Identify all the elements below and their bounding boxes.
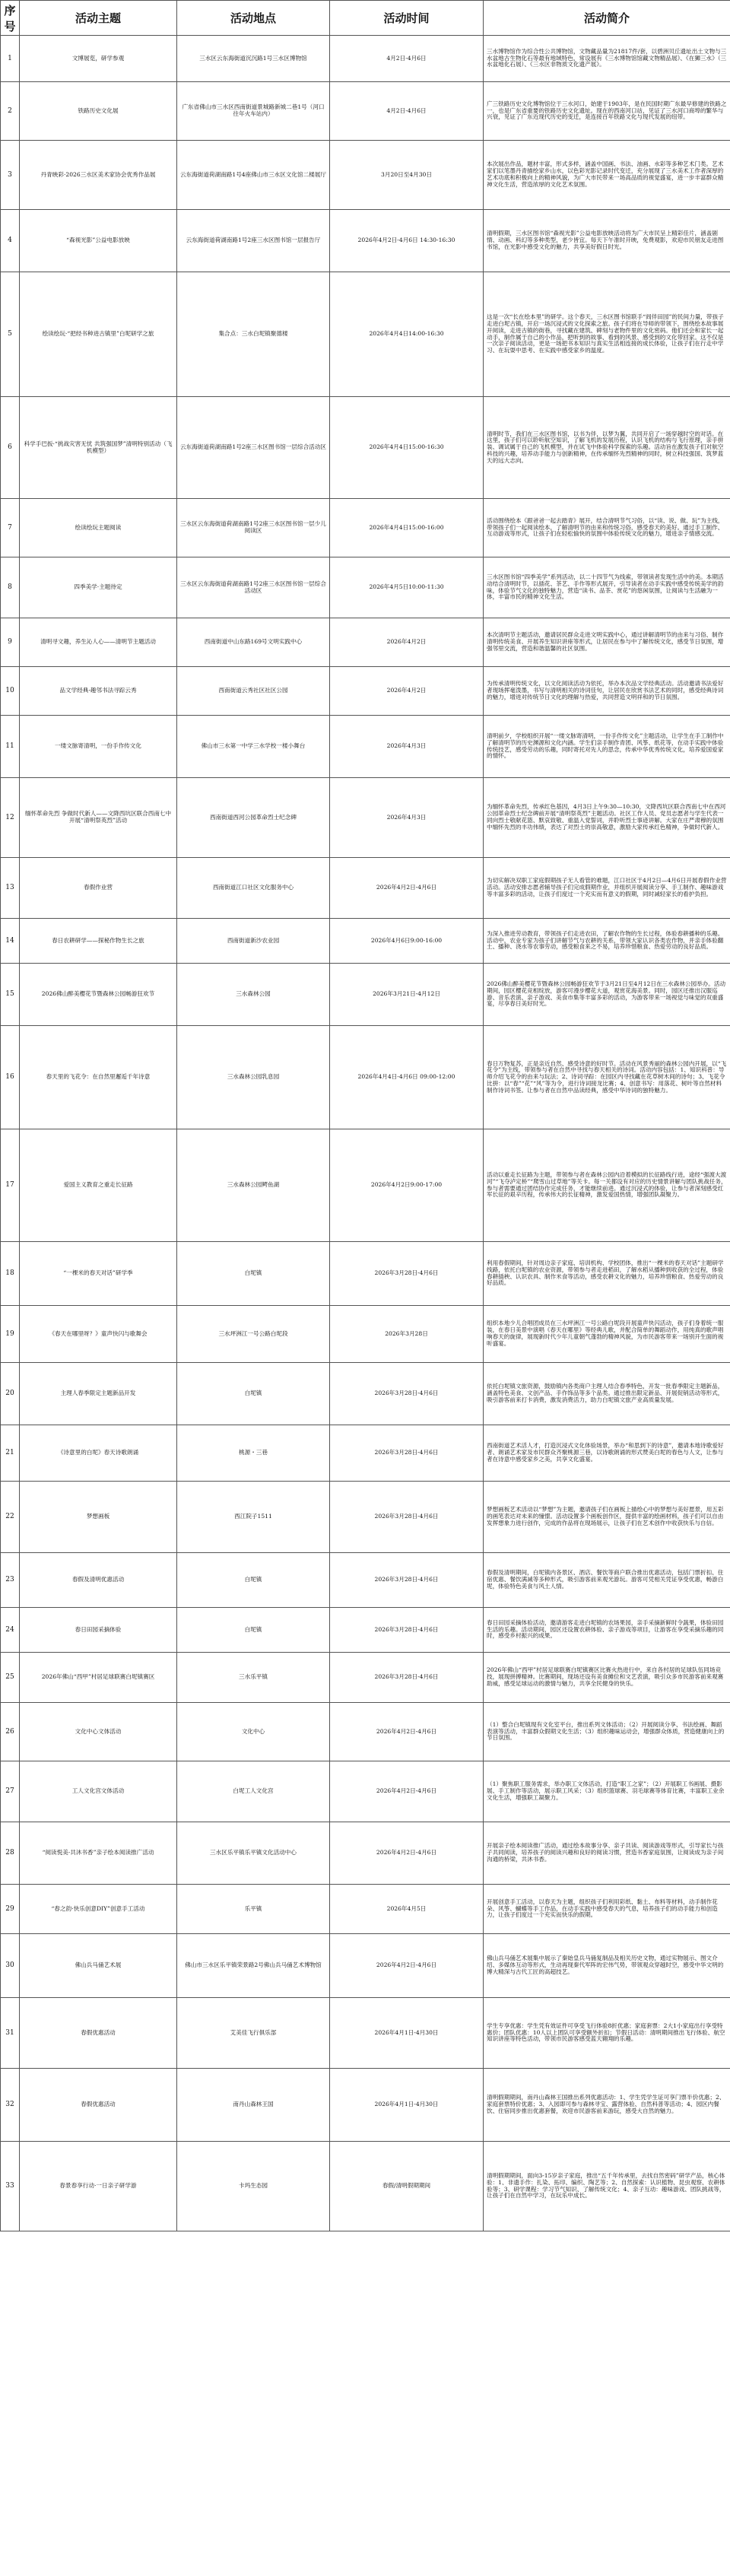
cell-location: 白坭镇 [177, 1363, 330, 1425]
cell-intro: 活动围绕绘本《跟爸爸一起去踏青》展开，结合清明节气习俗，以“读、说、做、玩”为主线，带领孩子们一起阅读绘本，了解清明节的由来和传统习俗，感受春天的美好。通过手工制作、互动游戏等形式，让孩子们在轻松愉快的氛围中体验传统文化的魅力，增进亲子情感交流。 [484, 499, 730, 557]
cell-theme: 四季美学·主题待定 [20, 557, 177, 618]
cell-index: 1 [1, 36, 20, 82]
cell-index: 11 [1, 716, 20, 778]
cell-theme: 春假作业营 [20, 858, 177, 919]
cell-location: 三水乐平镇 [177, 1653, 330, 1703]
cell-time: 2026年4月2日-4月6日 [330, 1761, 484, 1822]
table-row [1, 919, 730, 964]
cell-location: 三水区云东海街道荷湖南路1号2座三水区图书馆一层综合活动区 [177, 557, 330, 618]
cell-time: 2026年3月28日 [330, 1306, 484, 1363]
cell-time: 2026年4月5日10:00-11:30 [330, 557, 484, 618]
cell-theme: 清明寻文趣，养生沁人心——清明节主题活动 [20, 618, 177, 667]
cell-time: 2026年4月3日 [330, 716, 484, 778]
cell-intro: 学生专享优惠：学生凭有效证件可享受飞行体验8折优惠；家庭套票：2大1小家庭出行享受特惠价；团队优惠：10人以上团队可享受额外折扣；节假日活动：清明期间推出飞行体验、航空知识讲座等特色活动，带领市民游客感受蓝天翱翔的乐趣。 [484, 1998, 730, 2069]
cell-time: 2026年4月2日-4月6日 [330, 858, 484, 919]
cell-index: 18 [1, 1242, 20, 1306]
header-location: 活动地点 [177, 1, 330, 36]
cell-location: 佛山市三水第一中学三水学校一楼小舞台 [177, 716, 330, 778]
cell-location: 桃源・三巷 [177, 1425, 330, 1482]
cell-theme: 主理人春季限定主题新品开发 [20, 1363, 177, 1425]
cell-theme: 爱国主义教育之重走长征路 [20, 1129, 177, 1242]
cell-location: 三水区乐平镇乐平镇文化活动中心 [177, 1822, 330, 1885]
cell-index: 6 [1, 397, 20, 499]
cell-intro: 西南街道艺术活人才，打造沉浸式文化体验场景，举办“和思到下的诗意”，邀请本地诗歌爱好者、朗诵艺术家及市民群众齐聚桃源三巷，以诗歌朗诵的形式赞美白坭的春色与人文，让参与者在诗意中感受家乡之美，共享文化盛宴。 [484, 1425, 730, 1482]
cell-intro: 三水博物馆作为综合性公共博物馆，文物藏品量为21817件/套，以碧洲贝丘遗址出土文物与三水盆地古生物化石等最有地域特色，常设展有《三水博物馆馆藏文物精品展》、《在狮三水》（三水盆地化石展）、《三水区非物质文化遗产展》。 [484, 36, 730, 82]
cell-intro: （1）整合白坭镇现有文化室平台，推出系列文体活动；（2）开展阅读分享、书法绘画、舞蹈表演等活动，丰富群众假期文化生活；（3）组织趣味运动会，增强群众体质，营造健康向上的节日氛围。 [484, 1703, 730, 1761]
cell-index: 15 [1, 964, 20, 1026]
table-row [1, 778, 730, 858]
table-row [1, 1129, 730, 1242]
table-row [1, 1482, 730, 1553]
cell-intro: 春假及清明期间，白坭镇内各景区、酒店、餐饮等商户联合推出优惠活动，包括门票折扣、住宿优惠、餐饮满减等多种形式，吸引游客前来观光游玩。游客可凭相关凭证享受优惠，畅游白坭，体验特色美食与风土人情。 [484, 1553, 730, 1608]
table-row [1, 1363, 730, 1425]
cell-intro: 依托白坭镇文旅资源，鼓励镇内各类商户主理人结合春季特色，开发一批春季限定主题新品，涵盖特色美食、文创产品、手作饰品等多个品类。通过推出限定新品、开展促销活动等形式，吸引游客前来打卡消费，激发消费活力，助力白坭镇文旅产业高质量发展。 [484, 1363, 730, 1425]
cell-index: 31 [1, 1998, 20, 2069]
cell-intro: 春日万物复苏，正是亲近自然、感受诗意的好时节。活动在风景秀丽的森林公园内开展，以“飞花令”为主线，带领参与者在自然中寻找与春天相关的诗词。活动内容包括：1、知识科普：导师介绍飞花令的由来与玩法；2、诗词寻踪：在园区内寻找藏在花草树木间的诗句；3、飞花令比拼：以“春”“花”“风”等为令，进行诗词接龙比赛；4、创意书写：用落花、树叶等自然材料制作诗词书签。让参与者在自然中品读经典，感受中华诗词的独特魅力。 [484, 1026, 730, 1129]
cell-index: 22 [1, 1482, 20, 1553]
cell-time: 2026年4月4日15:00-16:00 [330, 499, 484, 557]
cell-theme: 春假优惠活动 [20, 2069, 177, 2142]
cell-time: 2026年4月4日-4月6日 09:00-12:00 [330, 1026, 484, 1129]
cell-index: 2 [1, 82, 20, 141]
cell-intro: 这是一次“长在绘本里”的研学。这个春天，三水区图书馆联手“闾伴田园”的民间力量，带孩子走进白坭古镇，开启一场沉浸式的文化探索之旅。孩子们将在导师的带领下，围绕绘本故事展开阅读，走进古镇的街巷，寻找藏在建筑、碑刻与老物件里的文化密码。他们还会和家长一起动手，制作属于自己的小作品，把听到的故事、看到的风景、感受到的文化带回家。这不仅是一次亲子阅读活动，更是一场把书本知识与真实生活相连接的成长体验，让孩子们在行走中学习、在玩耍中思考、在实践中感受家乡的温度。 [484, 272, 730, 397]
cell-intro: 活动以重走长征路为主题，带领参与者在森林公园内沿着模拟的长征路线行进，途经“强渡大渡河”“飞夺泸定桥”“爬雪山过草地”等关卡。每一关都设有对应的历史情景讲解与团队挑战任务，参与者需要通过团结协作完成任务，才能继续前进。通过沉浸式的体验，让参与者深刻感受红军长征的艰辛历程，传承伟大的长征精神，激发爱国热情，增强团队凝聚力。 [484, 1129, 730, 1242]
cell-time: 2026年4月4日14:00-16:30 [330, 272, 484, 397]
cell-intro: 佛山兵马俑艺术展集中展示了秦始皇兵马俑复制品及相关历史文物，通过实物展示、图文介绍、多媒体互动等形式，生动再现秦代军阵的宏伟气势，带领观众穿越时空，感受中华文明的博大精深与古代工匠的高超技艺。 [484, 1934, 730, 1998]
cell-index: 25 [1, 1653, 20, 1703]
cell-theme: 春假优惠活动 [20, 1998, 177, 2069]
cell-index: 24 [1, 1608, 20, 1653]
table-row [1, 858, 730, 919]
cell-index: 32 [1, 2069, 20, 2142]
cell-index: 19 [1, 1306, 20, 1363]
table-row [1, 1026, 730, 1129]
cell-location: 佛山市三水区乐平镇荣景路2号佛山兵马俑艺术博物馆 [177, 1934, 330, 1998]
cell-theme: 春日农耕研学——探秘作物生长之旅 [20, 919, 177, 964]
cell-time: 2026年4月2日-4月6日 [330, 1934, 484, 1998]
cell-time: 2026年4月2日9:00-17:00 [330, 1129, 484, 1242]
cell-intro: 利用春假期间，针对周边亲子家庭、培训机构、学校团体，推出“一棵米的春天对话”主题研学线路，依托白坭镇的农业资源，带领参与者走进稻田，了解水稻从播种到收获的全过程，体验春耕插秧、认识农具、制作米食等活动，感受农耕文化的魅力，培养珍惜粮食、热爱劳动的良好品质。 [484, 1242, 730, 1306]
cell-intro: 为传承清明传统文化，以文化阅读活动为依托，举办本次品文学经典活动。活动邀请书法爱好者现场挥毫泼墨，书写与清明相关的诗词佳句，让居民在欣赏书法艺术的同时，感受经典诗词的魅力，增进对传统节日文化的理解与热爱，共同营造文明祥和的节日氛围。 [484, 667, 730, 716]
table-row [1, 1653, 730, 1703]
table-row [1, 2069, 730, 2142]
cell-intro: 为深入推进劳动教育，带领孩子们走进农田，了解农作物的生长过程，体验春耕播种的乐趣。活动中，农业专家为孩子们讲解节气与农耕的关系，带领大家认识各类农作物，并亲手体验翻土、播种、浇水等农事劳动，感受粮食来之不易，培养珍惜粮食、热爱劳动的良好品质。 [484, 919, 730, 964]
cell-theme: 《诗意里的白坭》春天诗歌朗诵 [20, 1425, 177, 1482]
cell-time: 2026年3月28日-4月6日 [330, 1363, 484, 1425]
table-row [1, 272, 730, 397]
cell-index: 26 [1, 1703, 20, 1761]
cell-intro: 组织本地少儿合唱团成员在三水坪洲江一号公路白坭段开展童声快闪活动，孩子们身着统一服装，在春日美景中演唱《春天在哪里》等经典儿歌，并配合简单的舞蹈动作，用纯真的歌声唱响春天的旋律，展现新时代少年儿童朝气蓬勃的精神风貌，为市民游客带来一场别开生面的视听盛宴。 [484, 1306, 730, 1363]
cell-index: 9 [1, 618, 20, 667]
cell-location: 三水区云东海街道沉沉路1号三水区博物馆 [177, 36, 330, 82]
cell-theme: 科学手巴扳·“挑战灾害无忧 共筑强国梦”清明特别活动（飞机模型） [20, 397, 177, 499]
cell-theme: 《春天在哪里呀？》童声快闪与歌舞会 [20, 1306, 177, 1363]
cell-time: 2026年4月2日 [330, 618, 484, 667]
cell-index: 12 [1, 778, 20, 858]
cell-index: 28 [1, 1822, 20, 1885]
cell-time: 2026年4月1日-4月30日 [330, 2069, 484, 2142]
cell-index: 13 [1, 858, 20, 919]
cell-location: 云东海街道荷湖南路1号2座三水区图书馆一层综合活动区 [177, 397, 330, 499]
cell-index: 27 [1, 1761, 20, 1822]
cell-location: 集合点：三水白坭镇聚德楼 [177, 272, 330, 397]
cell-index: 29 [1, 1885, 20, 1934]
cell-index: 20 [1, 1363, 20, 1425]
cell-intro: 开展亲子绘本阅读推广活动，通过绘本故事分享、亲子共读、阅读游戏等形式，引导家长与孩子共同阅读，培养孩子的阅读兴趣和良好的阅读习惯，营造书香家庭氛围，让阅读成为亲子间沟通的桥梁，共沐书香。 [484, 1822, 730, 1885]
cell-index: 10 [1, 667, 20, 716]
cell-time: 2026年3月28日-4月6日 [330, 1242, 484, 1306]
cell-theme: “阅读悦美·共沐书香”亲子绘本阅读推广活动 [20, 1822, 177, 1885]
cell-theme: 一缕文脉寄清明，一份手作传文化 [20, 716, 177, 778]
cell-theme: 铁路历史文化展 [20, 82, 177, 141]
cell-intro: 本次清明节主题活动，邀请居民群众走进文明实践中心，通过讲解清明节的由来与习俗、制作清明传统美食、开展养生知识讲座等形式，让居民在参与中了解传统文化，感受节日氛围，增强邻里交流，营造和谐温馨的社区氛围。 [484, 618, 730, 667]
cell-time: 2026年4月3日 [330, 778, 484, 858]
cell-time: 2026年4月2日-4月6日 14:30-16:30 [330, 210, 484, 272]
cell-location: 乐平镇 [177, 1885, 330, 1934]
cell-theme: 品文学经典·趣邻书法寻踪云秀 [20, 667, 177, 716]
cell-index: 7 [1, 499, 20, 557]
cell-time: 2026年3月28日-4月6日 [330, 1653, 484, 1703]
table-row [1, 716, 730, 778]
table-row [1, 1242, 730, 1306]
cell-intro: 为切实解决双职工家庭假期孩子无人看管的难题，江口社区于4月2日—4月6日开展春假作业营活动。活动安排志愿者辅导孩子们完成假期作业，并组织开展阅读分享、手工制作、趣味游戏等丰富多彩的活动，让孩子们度过一个充实而有意义的假期，同时减轻家长的看护负担。 [484, 858, 730, 919]
table-row [1, 1998, 730, 2069]
cell-location: 白坭工人文化宫 [177, 1761, 330, 1822]
table-row [1, 1553, 730, 1608]
table-row [1, 397, 730, 499]
cell-intro: 清明假期，三水区图书馆“森视光影”公益电影放映活动将为广大市民呈上精彩佳片，涵盖剧情、动画、科幻等多种类型，老少皆宜。每天下午准时开映，免费观影，欢迎市民朋友走进图书馆，在光影中感受文化的魅力，共享美好假日时光。 [484, 210, 730, 272]
table-row [1, 1761, 730, 1822]
cell-theme: 佛山兵马俑艺术展 [20, 1934, 177, 1998]
header-index: 序号 [1, 1, 20, 36]
cell-location: 白坭镇 [177, 1242, 330, 1306]
cell-time: 3月20日至4月30日 [330, 141, 484, 210]
cell-intro: 清明时节，我们在三水区图书馆，以书为伴，以梦为翼，共同开启了一场穿越时空的对话。在这里，孩子们可以聆听航空知识，了解飞机的发展历程，认识飞机的结构与飞行原理，亲手拼装、调试属于自己的飞机模型，并在试飞中体验科学探索的乐趣。活动旨在激发孩子们对航空科技的兴趣，培养动手能力与创新精神，在传承缅怀先烈精神的同时，树立科技强国、筑梦蓝天的远大志向。 [484, 397, 730, 499]
cell-location: 西南街道云秀社区社区公园 [177, 667, 330, 716]
cell-time: 4月2日-4月6日 [330, 36, 484, 82]
cell-location: 西江院子1511 [177, 1482, 330, 1553]
table-row [1, 36, 730, 82]
table-row [1, 964, 730, 1026]
cell-theme: 春假及清明优惠活动 [20, 1553, 177, 1608]
cell-theme: 2026年佛山“西甲”村居足球联赛白坭镇赛区 [20, 1653, 177, 1703]
cell-location: 艾美佳飞行俱乐部 [177, 1998, 330, 2069]
cell-index: 17 [1, 1129, 20, 1242]
cell-intro: 为缅怀革命先烈，传承红色基因，4月3日上午9:30—10:30，文降西坑区联合西南七中在西河公园革命烈士纪念碑前开展“清明祭英烈”主题活动。社区工作人员、党员志愿者与学生代表一同向烈士敬献花篮、默哀致敬、重温入党誓词，并聆听烈士事迹讲解。大家在庄严肃穆的氛围中缅怀先烈的丰功伟绩，表达了对烈士的崇高敬意，激励大家传承红色精神，争做时代新人。 [484, 778, 730, 858]
cell-theme: 丹青映彩·2026三水区美术家协会优秀作品展 [20, 141, 177, 210]
cell-location: 南丹山森林王国 [177, 2069, 330, 2142]
cell-intro: 清明前夕，学校组织开展“一缕文脉寄清明，一份手作传文化”主题活动，让学生在手工制作中了解清明节的历史渊源和文化内涵。学生们亲手制作青团、风筝、纸花等，在动手实践中体验传统技艺，感受劳动的乐趣，同时寄托对先人的思念，传承中华优秀传统文化，培养爱国爱家的情怀。 [484, 716, 730, 778]
table-row [1, 1703, 730, 1761]
cell-location: 西南街道中山东路169号文明实践中心 [177, 618, 330, 667]
cell-intro: 清明假期期间，面向3-15岁亲子家庭，推出“五千年传承里，去找自然密码”研学产品，核心体验：1、非遗手作：扎染、拓印、编织、陶艺等；2、自然探索：认识植物、昆虫观察、农耕体验等；3、研学课程：学习节气知识、了解传统文化；4、亲子互动：趣味游戏、团队挑战等，让孩子们在自然中学习，在玩乐中成长。 [484, 2142, 730, 2231]
cell-theme: 缅怀革命先烈 争做时代新人——文降西坑区联合西南七中开展“清明祭英烈”活动 [20, 778, 177, 858]
cell-intro: 梦想画板艺术活动以“梦想”为主题，邀请孩子们在画板上描绘心中的梦想与美好愿景，用五彩的画笔表达对未来的憧憬。活动设置多个画板创作区，提供丰富的绘画材料，孩子们可以自由发挥想象力进行创作，完成的作品将在现场展示，让孩子们在艺术创作中收获快乐与自信。 [484, 1482, 730, 1553]
cell-intro: 春日田园采摘体验活动，邀请游客走进白坭镇的农场果园，亲手采摘新鲜时令蔬果，体验田园生活的乐趣。活动期间，园区还设置农耕体验、亲子游戏等项目，让游客在享受采摘乐趣的同时，感受乡村振兴的成果。 [484, 1608, 730, 1653]
cell-theme: 春景春享行动·一日亲子研学游 [20, 2142, 177, 2231]
cell-time: 2026年4月6日9:00-16:00 [330, 919, 484, 964]
cell-theme: 春天里的飞花令：在自然里邂逅千年诗意 [20, 1026, 177, 1129]
table-row [1, 141, 730, 210]
cell-theme: “一棵米的春天对话”研学季 [20, 1242, 177, 1306]
cell-theme: 绘读绘玩主题阅读 [20, 499, 177, 557]
cell-location: 广东省佛山市三水区西南街道景城路新城二巷1号（河口往年火车站内） [177, 82, 330, 141]
cell-time: 2026年4月2日-4月6日 [330, 1822, 484, 1885]
cell-index: 3 [1, 141, 20, 210]
cell-time: 2026年3月21日-4月12日 [330, 964, 484, 1026]
cell-time: 春假/清明假期期间 [330, 2142, 484, 2231]
cell-location: 白坭镇 [177, 1553, 330, 1608]
cell-intro: （1）聚焦职工服务需求，举办职工文体活动，打造“职工之家”；（2）开展职工书画展、摄影展、手工制作等活动，展示职工风采；（3）组织篮球赛、羽毛球赛等体育比赛，丰富职工业余文化生活，增强职工凝聚力。 [484, 1761, 730, 1822]
cell-index: 23 [1, 1553, 20, 1608]
cell-intro: 三水区图书馆“四季美学”系列活动，以二十四节气为线索，带领读者发现生活中的美。本期活动结合清明时节，以插花、茶艺、手作等形式展开，引导读者在动手实践中感受传统美学的韵味，体验节气文化的独特魅力，营造“读书、品茶、赏花”的悠闲氛围，让阅读与生活融为一体，丰富市民的精神文化生活。 [484, 557, 730, 618]
cell-intro: 开展创意手工活动，以春天为主题，组织孩子们利用彩纸、黏土、布料等材料，动手制作花朵、风筝、蝴蝶等手工作品，在动手实践中感受春天的气息，培养孩子们的动手能力和创造力，让孩子们度过一个充实而快乐的假期。 [484, 1885, 730, 1934]
cell-theme: “春之韵·快乐创意DIY”创意手工活动 [20, 1885, 177, 1934]
cell-time: 2026年3月28日-4月6日 [330, 1425, 484, 1482]
cell-time: 2026年3月28日-4月6日 [330, 1482, 484, 1553]
cell-theme: 绘读绘玩·“把经书种进古镇里”白坭研学之旅 [20, 272, 177, 397]
cell-theme: 2026佛山醉美樱花节暨森林公园畅游狂欢节 [20, 964, 177, 1026]
cell-location: 云东海街道荷湖南路1号4座佛山市三水区文化馆二楼展厅 [177, 141, 330, 210]
cell-location: 三水坪洲江一号公路白坭段 [177, 1306, 330, 1363]
cell-theme: “森视光影”公益电影放映 [20, 210, 177, 272]
table-row [1, 499, 730, 557]
cell-intro: 2026年佛山“西甲”村居足球联赛白坭镇赛区比赛火热进行中，来自各村居的足球队伍同场竞技，展现拼搏精神。比赛期间，现场还设有美食摊位和文艺表演，吸引众多市民游客前来观赛助威，感受足球运动的激情与魅力，共享全民健身的快乐。 [484, 1653, 730, 1703]
table-row [1, 1885, 730, 1934]
cell-theme: 春日田园采摘体验 [20, 1608, 177, 1653]
table-row [1, 2142, 730, 2231]
cell-intro: 本次展出作品，题材丰富，形式多样，涵盖中国画、书法、油画、水彩等多种艺术门类。艺术家们以笔墨丹青描绘家乡山水，以色彩光影记录时代变迁，充分展现了三水美术工作者深厚的艺术功底和积极向上的精神风貌，为广大市民带来一场高品质的视觉盛宴，进一步丰富群众精神文化生活，营造浓厚的文化艺术氛围。 [484, 141, 730, 210]
cell-index: 30 [1, 1934, 20, 1998]
cell-location: 云东海街道荷湖南路1号2座三水区图书馆一层报告厅 [177, 210, 330, 272]
header-intro: 活动简介 [484, 1, 730, 36]
table-row [1, 210, 730, 272]
cell-time: 2026年3月28日-4月6日 [330, 1553, 484, 1608]
cell-location: 卡玛生态园 [177, 2142, 330, 2231]
cell-theme: 文博展览，研学参观 [20, 36, 177, 82]
header-theme: 活动主题 [20, 1, 177, 36]
cell-location: 西南街道西河公园革命烈士纪念碑 [177, 778, 330, 858]
cell-time: 2026年4月4日15:00-16:30 [330, 397, 484, 499]
table-row [1, 1306, 730, 1363]
cell-intro: 广三铁路历史文化博物馆位于三水河口，始建于1903年，是在民国时期广东最早修建的铁路之一，也是广东省重要的铁路历史文化遗址。现在的西南河口站，见证了三水河口商埠的繁华与兴衰，见证了广东近现代历史的变迁，是连接百年铁路文化与现代发展的纽带。 [484, 82, 730, 141]
cell-location: 三水森林公园 [177, 964, 330, 1026]
cell-location: 西南街道江口社区文化服务中心 [177, 858, 330, 919]
cell-intro: 2026佛山醉美樱花节暨森林公园畅游狂欢节于3月21日至4月12日在三水森林公园举办。活动期间，园区樱花竞相绽放，游客可漫步樱花大道，观赏花海美景。同时，园区还推出汉服巡游、音乐表演、亲子游戏、美食市集等丰富多彩的活动，为游客带来一场视觉与味觉的双重盛宴，尽享春日美好时光。 [484, 964, 730, 1026]
cell-time: 2026年4月1日-4月30日 [330, 1998, 484, 2069]
cell-index: 8 [1, 557, 20, 618]
table-row [1, 1822, 730, 1885]
cell-index: 4 [1, 210, 20, 272]
cell-theme: 工人文化宫文体活动 [20, 1761, 177, 1822]
cell-time: 2026年4月2日 [330, 667, 484, 716]
table-row [1, 1608, 730, 1653]
table-row [1, 1934, 730, 1998]
cell-time: 4月2日-4月6日 [330, 82, 484, 141]
cell-theme: 文化中心文体活动 [20, 1703, 177, 1761]
table-row [1, 1425, 730, 1482]
cell-index: 33 [1, 2142, 20, 2231]
cell-theme: 梦想画板 [20, 1482, 177, 1553]
cell-index: 16 [1, 1026, 20, 1129]
cell-time: 2026年4月5日 [330, 1885, 484, 1934]
table-row [1, 618, 730, 667]
cell-location: 三水森林公园乳息园 [177, 1026, 330, 1129]
header-time: 活动时间 [330, 1, 484, 36]
table-header-row [1, 1, 730, 36]
cell-location: 三水森林公园鳄鱼湖 [177, 1129, 330, 1242]
table-row [1, 667, 730, 716]
cell-intro: 清明假期期间，南丹山森林王国推出系列优惠活动：1、学生凭学生证可享门票半价优惠；2、家庭套票特价优惠；3、入园即可参与森林寻宝、露营体验、自然科普等活动；4、园区内餐饮、住宿同步推出优惠套餐，欢迎市民游客前来游玩，感受大自然的魅力。 [484, 2069, 730, 2142]
cell-time: 2026年3月28日-4月6日 [330, 1608, 484, 1653]
table-row [1, 82, 730, 141]
cell-location: 三水区云东海街道荷湖南路1号2座三水区图书馆一层少儿阅读区 [177, 499, 330, 557]
cell-index: 5 [1, 272, 20, 397]
table-row [1, 557, 730, 618]
cell-location: 文化中心 [177, 1703, 330, 1761]
cell-index: 21 [1, 1425, 20, 1482]
cell-location: 西南街道新沙农业园 [177, 919, 330, 964]
cell-location: 白坭镇 [177, 1608, 330, 1653]
cell-index: 14 [1, 919, 20, 964]
cell-time: 2026年4月2日-4月6日 [330, 1703, 484, 1761]
